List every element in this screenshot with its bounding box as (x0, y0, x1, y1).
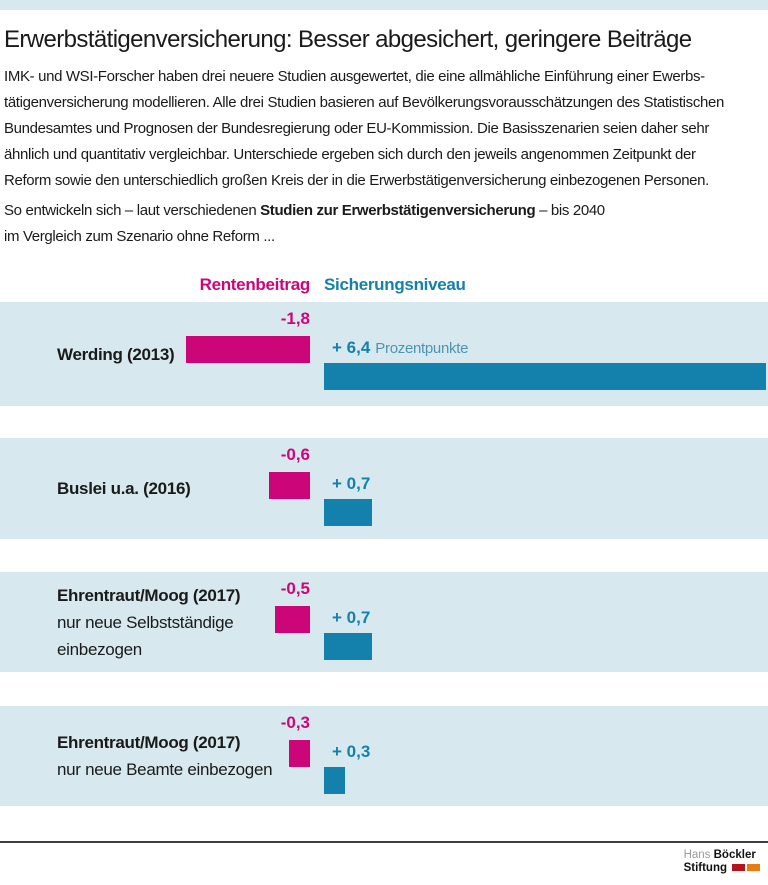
rentenbeitrag-bar (186, 336, 310, 363)
rentenbeitrag-value-label: -0,5 (280, 579, 310, 598)
logo-text-stiftung: Stiftung (683, 862, 727, 874)
rentenbeitrag-value-label: -0,3 (280, 713, 310, 732)
hans-boeckler-stiftung-logo (684, 849, 760, 875)
rentenbeitrag-bar (269, 472, 310, 499)
value-number: + 6,4 (332, 338, 371, 357)
top-accent-strip (0, 0, 768, 10)
chart-row-ehrentraut-moog-selbststaendige (0, 572, 768, 672)
intro-line: Bundesamtes und Prognosen der Bundesregierung oder EU-Kommission. Die Basisszenarien seien daher sehr (4, 120, 710, 137)
study-subtitle: nur neue Selbstständige (57, 612, 234, 632)
column-header-rentenbeitrag: Rentenbeitrag (199, 275, 310, 294)
column-header-sicherungsniveau: Sicherungsniveau (324, 275, 466, 294)
rentenbeitrag-value-label: -0,6 (280, 445, 310, 464)
row-label (57, 438, 191, 539)
rentenbeitrag-value-label: -1,8 (280, 309, 310, 328)
intro-line: Reform sowie den unterschiedlich großen Kreis der in die Erwerbstätigenversicherung einbezogenen Personen. (4, 172, 709, 189)
study-subtitle: nur neue Beamte einbezogen (57, 760, 273, 779)
chart-row-werding-2013 (0, 302, 768, 406)
sicherungsniveau-value-label (332, 474, 370, 494)
lead-text: So entwickeln sich – laut verschiedenen (4, 202, 261, 219)
logo-red-block (732, 864, 745, 871)
value-number: + 0,7 (332, 474, 371, 493)
rentenbeitrag-bar (289, 740, 310, 767)
study-subtitle: einbezogen (57, 639, 142, 659)
logo-orange-block (747, 864, 760, 871)
chart-row-ehrentraut-moog-beamte (0, 706, 768, 806)
intro-line: ähnlich und quantitativ vergleichbar. Unterschiede ergeben sich durch den jeweils angenommen Zeitpunkt der (4, 146, 696, 163)
value-number: + 0,7 (332, 608, 371, 627)
lead-text: – bis 2040 (535, 202, 605, 219)
logo-line-2 (684, 862, 760, 875)
sicherungsniveau-value-label (332, 338, 468, 358)
sicherungsniveau-bar (324, 767, 345, 794)
lead-bold-text: Studien zur Erwerbstätigenversicherung (260, 202, 536, 219)
intro-paragraph (4, 64, 724, 194)
sicherungsniveau-bar (324, 633, 372, 660)
footer-divider (0, 841, 768, 843)
chart-row-buslei-2016 (0, 438, 768, 539)
study-name: Ehrentraut/Moog (2017) (57, 733, 241, 752)
logo-text-boeckler: Böckler (713, 849, 756, 861)
logo-line-1 (684, 849, 760, 862)
study-name: Werding (2013) (57, 344, 175, 364)
page-title: Erwerbstätigenversicherung: Besser abgesichert, geringere Beiträge (4, 26, 692, 53)
lead-line: im Vergleich zum Szenario ohne Reform ... (4, 228, 275, 245)
lead-line (4, 198, 605, 224)
intro-line: tätigenversicherung modellieren. Alle drei Studien basieren auf Bevölkerungsvorausschätzungen des Statistischen (4, 94, 724, 111)
logo-text-hans: Hans (683, 849, 711, 861)
study-name: Buslei u.a. (2016) (57, 479, 191, 498)
rentenbeitrag-bar (275, 606, 310, 633)
value-unit: Prozentpunkte (375, 340, 469, 357)
row-label (57, 302, 174, 406)
intro-line: IMK- und WSI-Forscher haben drei neuere Studien ausgewertet, die eine allmähliche Einführung einer Ewerbs- (4, 68, 705, 85)
sicherungsniveau-value-label (332, 608, 370, 628)
sicherungsniveau-bar (324, 363, 766, 390)
sicherungsniveau-value-label (332, 742, 370, 762)
study-name: Ehrentraut/Moog (2017) (57, 585, 241, 605)
row-label (57, 572, 240, 672)
row-label (57, 706, 272, 806)
lead-paragraph (4, 198, 605, 250)
sicherungsniveau-bar (324, 499, 372, 526)
value-number: + 0,3 (332, 742, 371, 761)
